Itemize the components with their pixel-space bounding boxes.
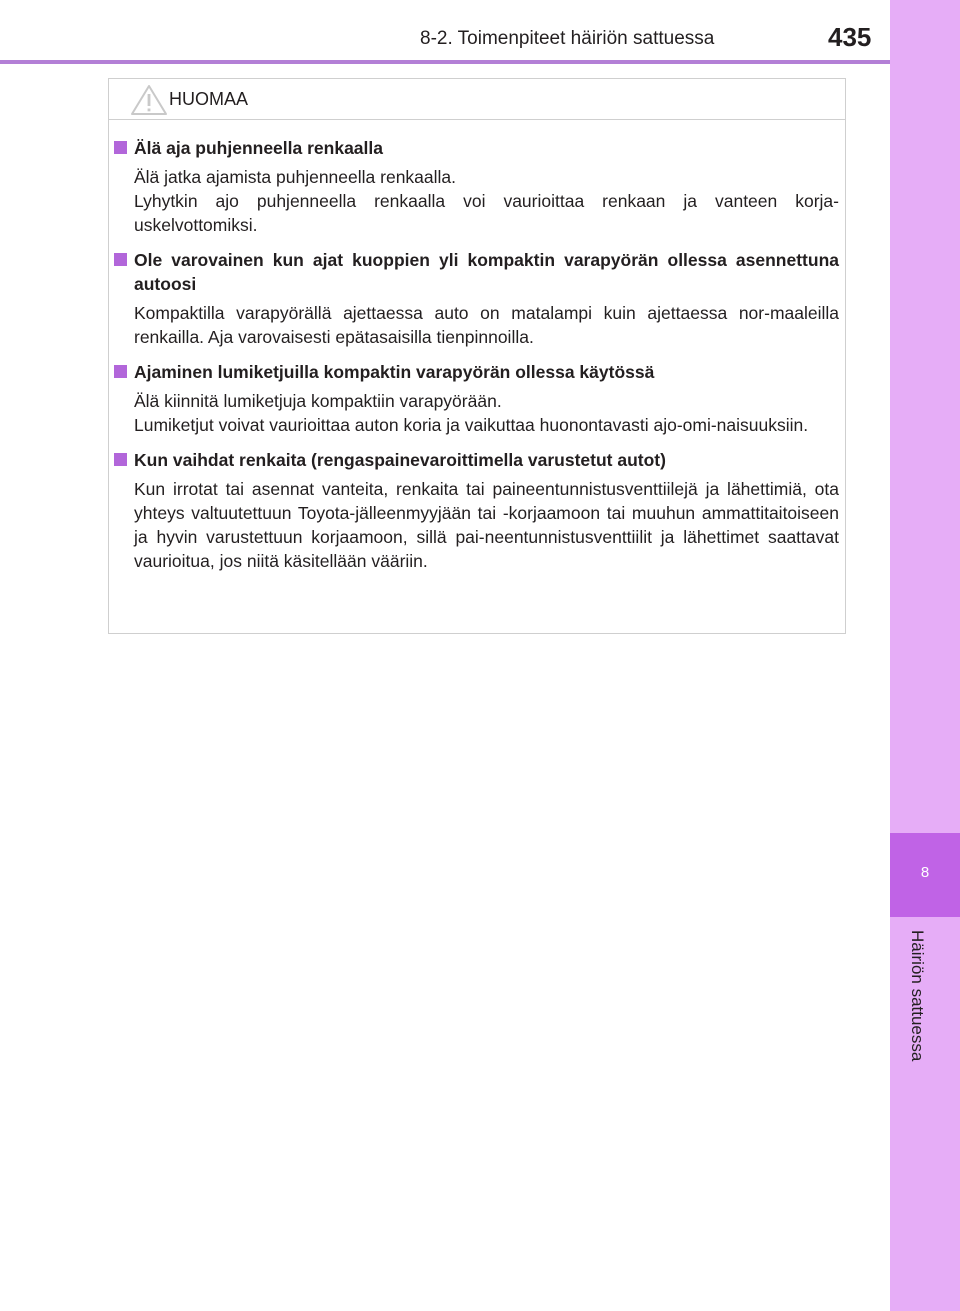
section-bullet bbox=[114, 141, 127, 154]
chapter-number: 8 bbox=[920, 864, 930, 881]
notice-section bbox=[109, 360, 847, 437]
section-paragraph: Kun irrotat tai asennat vanteita, renkaita tai paineentunnistusventtiilejä ja lähettimiä, ota yhteys valtuutettuun Toyota-jälleenmyyjään tai -korjaamoon tai muuhun ammattitaitoiseen ja hyvin varustettuun korjaamoon, sillä pai-neentunnistusventtiilit ja lähettimet saattavat vaurioitua, jos niitä käsitellään vääriin. bbox=[134, 479, 839, 571]
side-tab bbox=[890, 0, 960, 1311]
section-paragraph: Älä kiinnitä lumiketjuja kompaktiin varapyörään. bbox=[134, 391, 502, 411]
notice-header bbox=[109, 79, 845, 120]
notice-label: HUOMAA bbox=[169, 89, 249, 109]
section-title: Ajaminen lumiketjuilla kompaktin varapyörän ollessa käytössä bbox=[134, 362, 655, 382]
section-bullet bbox=[114, 253, 127, 266]
section-paragraph: Älä jatka ajamista puhjenneella renkaalla. bbox=[134, 167, 457, 187]
notice-box bbox=[108, 78, 846, 634]
notice-body bbox=[109, 136, 847, 584]
section-bullet bbox=[114, 365, 127, 378]
chapter-label: Häiriön sattuessa bbox=[908, 930, 927, 1062]
section-paragraph: Lumiketjut voivat vaurioittaa auton koria ja vaikuttaa huonontavasti ajo-omi-naisuuksiin. bbox=[134, 415, 809, 435]
section-title: Kun vaihdat renkaita (rengaspainevaroittimella varustetut autot) bbox=[134, 450, 666, 470]
section-paragraph: Lyhytkin ajo puhjenneella renkaalla voi vaurioittaa renkaan ja vanteen korja-uskelvottomiksi. bbox=[134, 191, 839, 235]
section-title: Älä aja puhjenneella renkaalla bbox=[134, 138, 383, 158]
notice-section bbox=[109, 448, 847, 573]
section-title: Ole varovainen kun ajat kuoppien yli kompaktin varapyörän ollessa asennettuna autoosi bbox=[134, 250, 839, 294]
header-rule bbox=[0, 60, 890, 64]
header-title: 8-2. Toimenpiteet häiriön sattuessa bbox=[420, 28, 715, 49]
warning-triangle-icon bbox=[129, 83, 169, 117]
notice-section bbox=[109, 248, 847, 349]
notice-section bbox=[109, 136, 847, 237]
page-number: 435 bbox=[828, 22, 872, 52]
section-paragraph: Kompaktilla varapyörällä ajettaessa auto on matalampi kuin ajettaessa nor-maaleilla renkailla. Aja varovaisesti epätasaisilla tienpinnoilla. bbox=[134, 303, 839, 347]
section-bullet bbox=[114, 453, 127, 466]
